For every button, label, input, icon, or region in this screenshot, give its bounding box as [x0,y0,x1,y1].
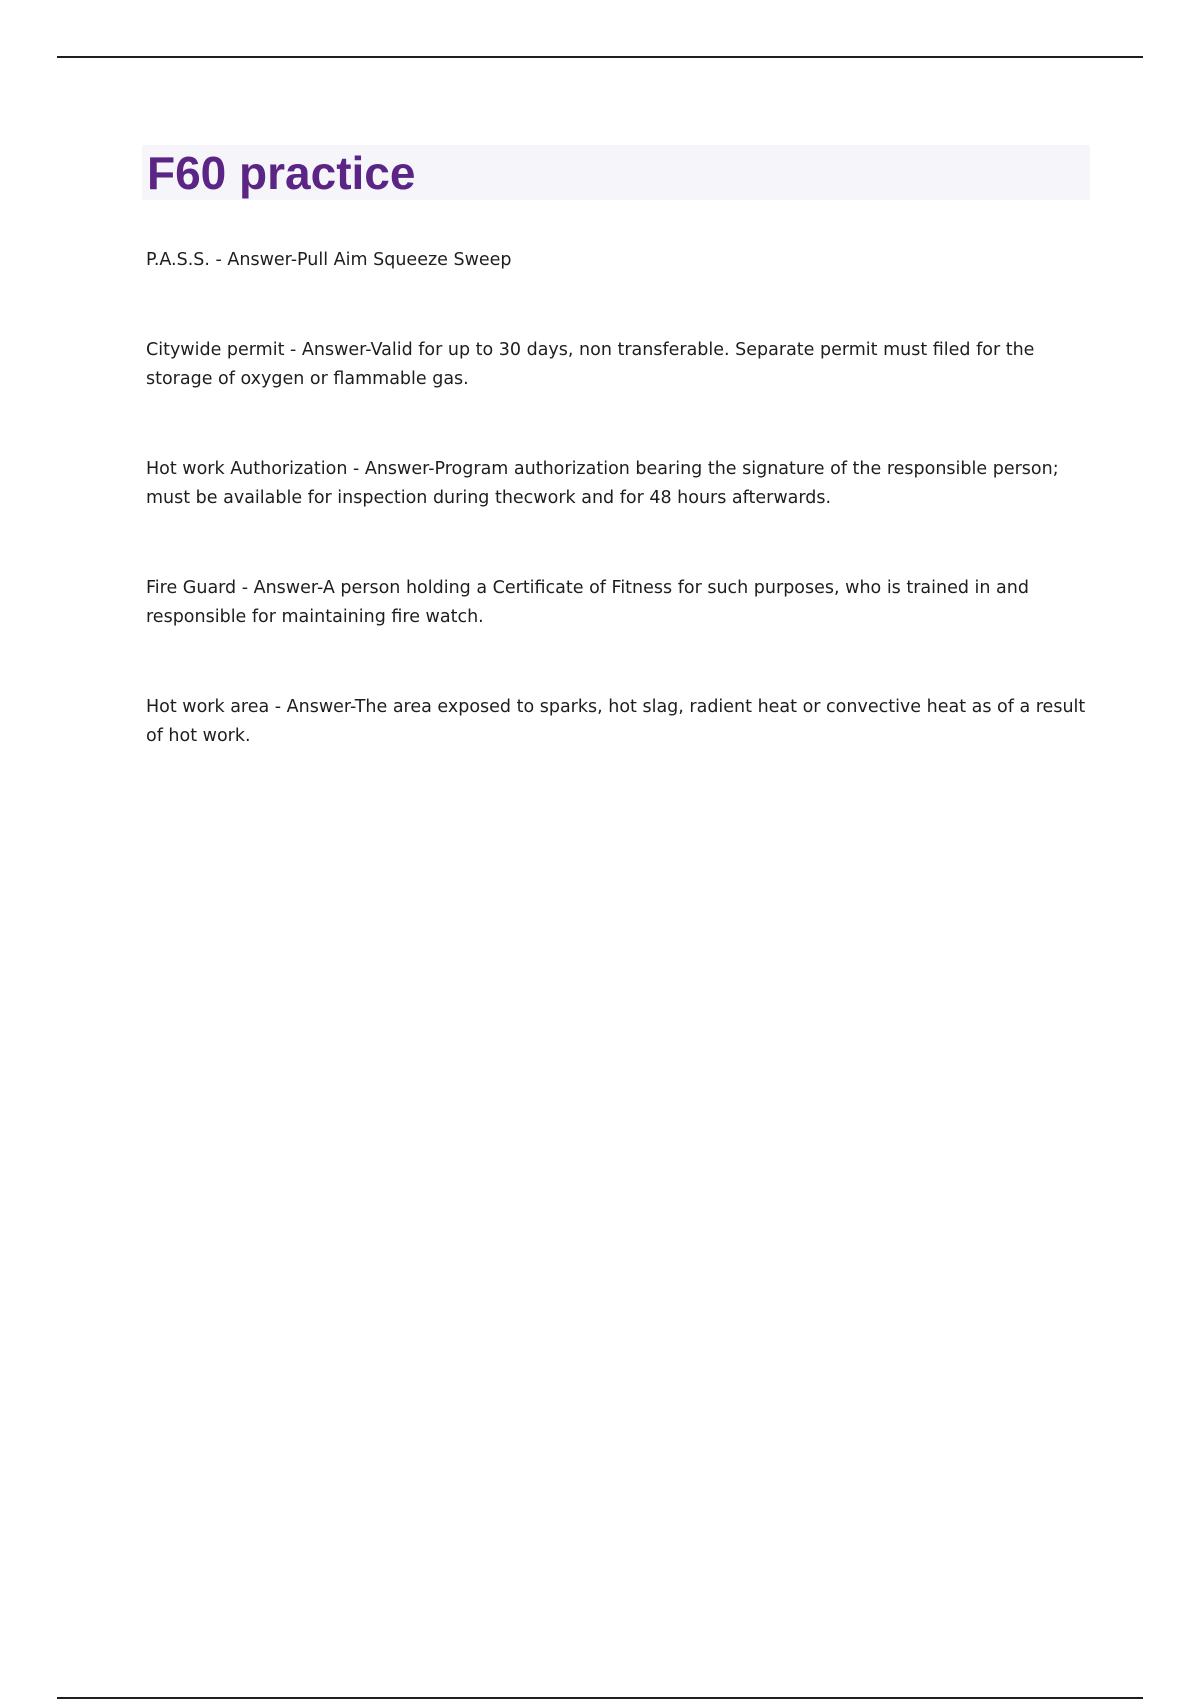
page-title: F60 practice [147,147,416,199]
flashcard-list [146,246,1096,812]
flashcard-entry: Hot work area - Answer-The area exposed to sparks, hot slag, radient heat or convective heat as of a result of hot work. [146,697,1086,746]
flashcard-entry: P.A.S.S. - Answer-Pull Aim Squeeze Sweep [146,250,512,270]
footer-rule [57,1697,1143,1699]
flashcard-entry: Hot work Authorization - Answer-Program authorization bearing the signature of the responsible person; must be available for inspection during thecwork and for 48 hours afterwards. [146,459,1059,508]
header-rule [57,56,1143,58]
flashcard-entry: Fire Guard - Answer-A person holding a Certificate of Fitness for such purposes, who is trained in and responsible for maintaining fire watch. [146,578,1029,627]
flashcard-entry: Citywide permit - Answer-Valid for up to 30 days, non transferable. Separate permit must filed for the storage of oxygen or flammable gas. [146,340,1035,389]
